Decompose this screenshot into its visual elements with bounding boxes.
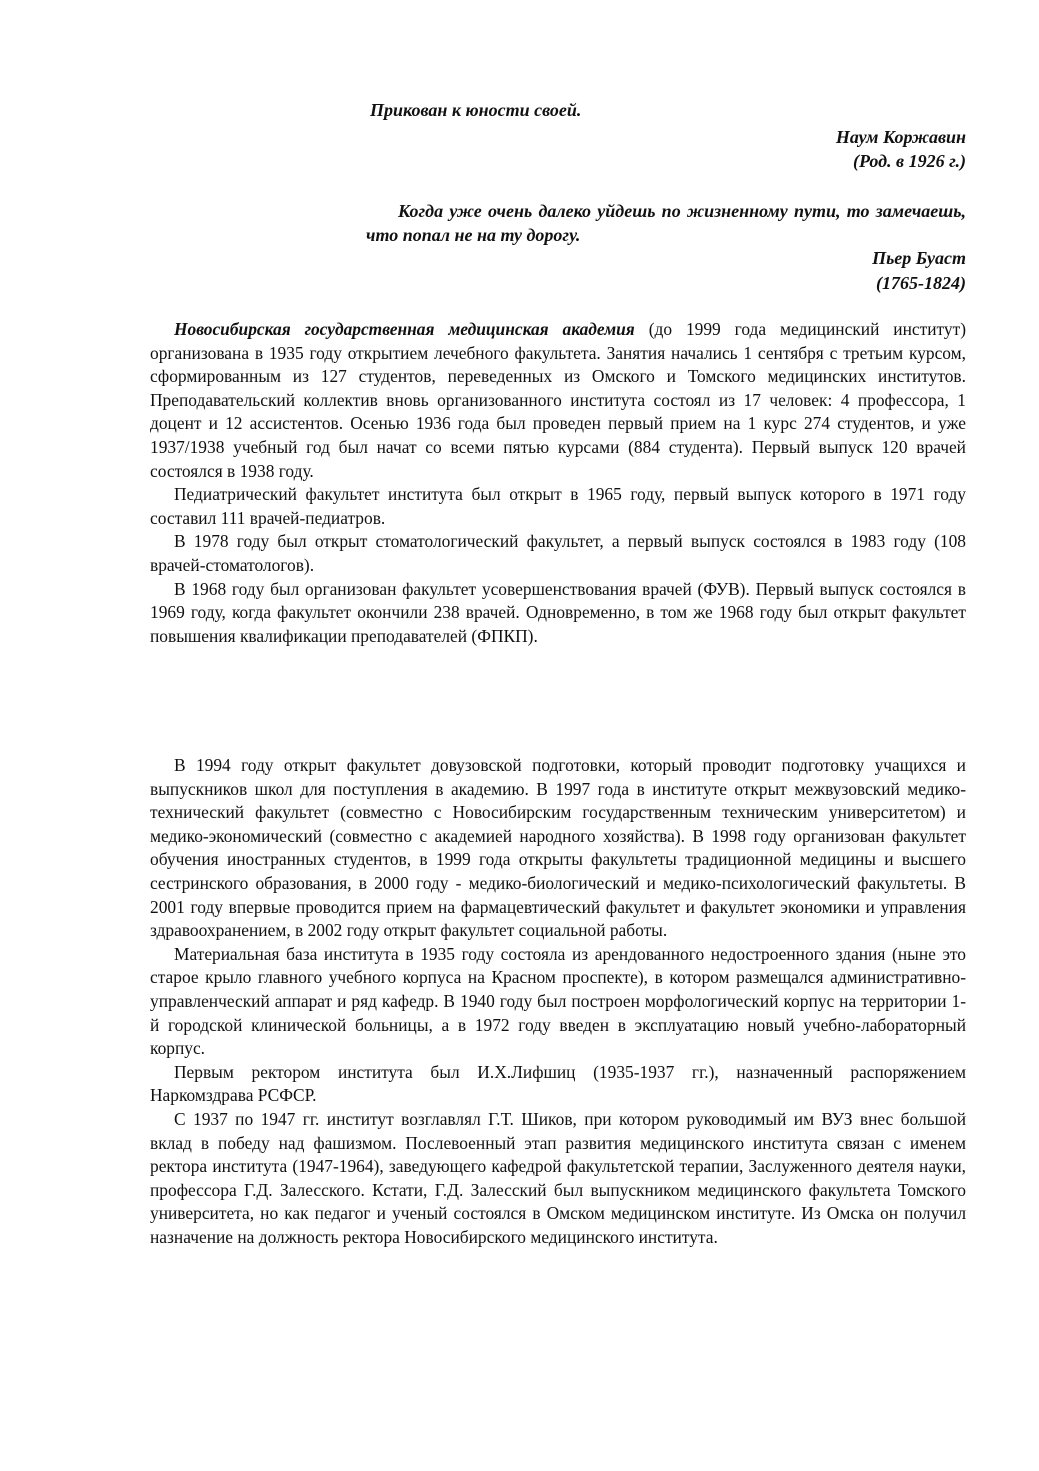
intro-paragraph xyxy=(150,318,966,483)
paragraph: С 1937 по 1947 гг. институт возглавлял Г.Т. Шиков, при котором руководимый им ВУЗ внес большой вклад в победу над фашизмом. Послевоенный этап развития медицинского института связан с именем ректора института (1947-1964), заведующего кафедрой факультетской терапии, Заслуженного деятеля науки, профессора Г.Д. Залесского. Кстати, Г.Д. Залесский был выпускником медицинского факультета Томского университета, но как педагог и ученый состоялся в Омском медицинском институте. Из Омска он получил назначение на должность ректора Новосибирского медицинского института. xyxy=(150,1108,966,1247)
paragraph: В 1994 году открыт факультет довузовской подготовки, который проводит подготовку учащихся и выпускников школ для поступления в академию. В 1997 года в институте открыт межвузовский медико-технический факультет (совместно с Новосибирским государственным техническим университетом) и медико-экономический (совместно с академией народного хозяйства). В 1998 году организован факультет обучения иностранных студентов, в 1999 года открыты факультеты традиционной медицины и высшего сестринского образования, в 2000 году - медико-биологический и медико-психологический факультеты. В 2001 году впервые проводится прием на фармацевтический факультет и факультет экономики и управления здравоохранением, в 2002 году открыт факультет социальной работы. xyxy=(150,755,966,941)
paragraph: В 1978 году был открыт стоматологический факультет, а первый выпуск состоялся в 1983 году (108 врачей-стоматологов). xyxy=(150,531,966,575)
body-block-2 xyxy=(150,754,966,1249)
paragraph: Материальная база института в 1935 году состояла из арендованного недостроенного здания (ныне это старое крыло главного учебного корпуса на Красном проспекте), в котором размещался административно-управленческий аппарат и ряд кафедр. В 1940 году был построен морфологический корпус на территории 1-й городской клинической больницы, а в 1972 году введен в эксплуатацию новый учебно-лабораторный корпус. xyxy=(150,943,966,1059)
intro-lead: Новосибирская государственная медицинская академия xyxy=(174,319,635,339)
body-block-1 xyxy=(150,318,966,648)
epigraph-1-quote: Прикован к юности своей. xyxy=(370,100,582,120)
epigraph-2-quote: Когда уже очень далеко уйдешь по жизненному пути, то замечаешь, что попал не на ту дорогу. xyxy=(366,201,966,245)
paragraph: Педиатрический факультет института был открыт в 1965 году, первый выпуск которого в 1971 году составил 111 врачей-педиатров. xyxy=(150,484,966,528)
intro-rest: (до 1999 года медицинский институт) организована в 1935 году открытием лечебного факультета. Занятия начались 1 сентября с третьим курсом, сформированным из 127 студентов, переведенных из Омского и Томского медицинских институтов. Преподавательский коллектив вновь организованного института состоял из 17 человек: 4 профессора, 1 доцент и 12 ассистентов. Осенью 1936 года был проведен первый прием на 1 курс 274 студентов, и уже 1937/1938 учебный год был начат со всеми пятью курсами (884 студента). Первый выпуск 120 врачей состоялся в 1938 году. xyxy=(150,319,966,481)
epigraph-2-author: Пьер Буаст xyxy=(872,248,966,268)
paragraph: Первым ректором института был И.Х.Лифшиц (1935-1937 гг.), назначенный распоряжением Наркомздрава РСФСР. xyxy=(150,1061,966,1106)
epigraph-2-years: (1765-1824) xyxy=(876,273,966,293)
paragraph: В 1968 году был организован факультет усовершенствования врачей (ФУВ). Первый выпуск состоялся в 1969 году, когда факультет окончили 238 врачей. Одновременно, в том же 1968 году был открыт факультет повышения квалификации преподавателей (ФПКП). xyxy=(150,578,966,646)
epigraph-1-author: Наум Коржавин xyxy=(835,127,966,147)
epigraph-1-years: (Род. в 1926 г.) xyxy=(853,151,966,171)
